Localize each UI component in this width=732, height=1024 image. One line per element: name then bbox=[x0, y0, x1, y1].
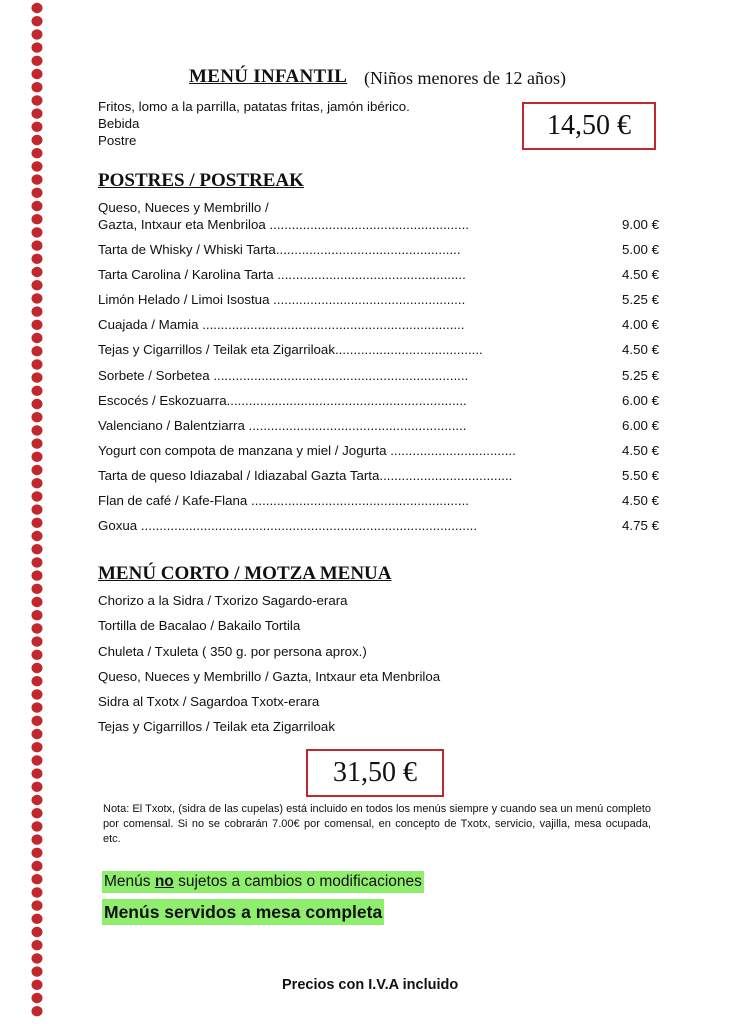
border-dot bbox=[32, 531, 43, 541]
postre-row bbox=[98, 443, 659, 461]
infantil-price-box bbox=[522, 102, 656, 150]
border-dot bbox=[32, 874, 43, 884]
border-dot bbox=[32, 333, 43, 343]
border-dot bbox=[32, 69, 43, 79]
border-dot bbox=[32, 359, 43, 369]
border-dot bbox=[32, 768, 43, 778]
border-dot bbox=[32, 927, 43, 937]
full-table-notice: Menús servidos a mesa completa bbox=[102, 899, 384, 925]
postre-name: Gazta, Intxaur eta Menbriloa ...................................................... bbox=[98, 217, 469, 232]
border-dot bbox=[32, 940, 43, 950]
menu-corto-title: MENÚ CORTO / MOTZA MENUA bbox=[98, 563, 392, 584]
border-dot bbox=[32, 135, 43, 145]
postre-row bbox=[98, 518, 659, 536]
notice-no: no bbox=[154, 873, 174, 890]
border-dot bbox=[32, 188, 43, 198]
border-dot bbox=[32, 742, 43, 752]
border-dot bbox=[32, 56, 43, 66]
border-dot bbox=[32, 597, 43, 607]
border-dot bbox=[32, 887, 43, 897]
border-dot bbox=[32, 16, 43, 26]
border-dot bbox=[32, 372, 43, 382]
border-dot bbox=[32, 689, 43, 699]
border-dot bbox=[32, 438, 43, 448]
border-dot bbox=[32, 676, 43, 686]
postre-price: 5.25 € bbox=[622, 292, 659, 307]
postre-row bbox=[98, 493, 659, 511]
postre-price: 4.50 € bbox=[622, 267, 659, 282]
border-dot bbox=[32, 3, 43, 13]
postre-name: Tarta de Whisky / Whiski Tarta.................................................. bbox=[98, 242, 461, 257]
border-dot bbox=[32, 29, 43, 39]
corto-price-box bbox=[306, 749, 444, 797]
border-dot bbox=[32, 42, 43, 52]
border-dot bbox=[32, 214, 43, 224]
postre-price: 5.00 € bbox=[622, 242, 659, 257]
menu-corto-item: Sidra al Txotx / Sagardoa Txotx-erara bbox=[98, 694, 320, 709]
border-dot bbox=[32, 663, 43, 673]
postre-name: Flan de café / Kafe-Flana ........................................................... bbox=[98, 493, 469, 508]
border-dot bbox=[32, 544, 43, 554]
vat-footer: Precios con I.V.A incluido bbox=[282, 977, 459, 993]
border-dot bbox=[32, 82, 43, 92]
postre-name: Yogurt con compota de manzana y miel / Jogurta .................................. bbox=[98, 443, 516, 458]
border-dot bbox=[32, 412, 43, 422]
border-dot bbox=[32, 518, 43, 528]
postre-price: 4.50 € bbox=[622, 342, 659, 357]
menu-corto-item: Queso, Nueces y Membrillo / Gazta, Intxaur eta Menbriloa bbox=[98, 669, 441, 684]
border-dot bbox=[32, 346, 43, 356]
border-dot bbox=[32, 161, 43, 171]
border-dot bbox=[32, 834, 43, 844]
border-dot bbox=[32, 821, 43, 831]
postre-item-first-line: Queso, Nueces y Membrillo / bbox=[98, 200, 269, 215]
postre-row bbox=[98, 292, 659, 310]
border-dot bbox=[32, 755, 43, 765]
menu-infantil-subtitle: (Niños menores de 12 años) bbox=[364, 68, 566, 88]
postre-row bbox=[98, 217, 659, 235]
border-dot bbox=[32, 320, 43, 330]
border-dot bbox=[32, 782, 43, 792]
border-dot bbox=[32, 386, 43, 396]
border-dot bbox=[32, 293, 43, 303]
postre-name: Limón Helado / Limoi Isostua .................................................... bbox=[98, 292, 466, 307]
border-dot bbox=[32, 174, 43, 184]
border-dot bbox=[32, 240, 43, 250]
border-dot bbox=[32, 108, 43, 118]
infantil-item: Fritos, lomo a la parrilla, patatas fritas, jamón ibérico. bbox=[98, 99, 410, 114]
postre-price: 4.00 € bbox=[622, 317, 659, 332]
postre-price: 5.50 € bbox=[622, 468, 659, 483]
menu-corto-item: Chorizo a la Sidra / Txorizo Sagardo-erara bbox=[98, 593, 348, 608]
border-dot bbox=[32, 491, 43, 501]
postre-price: 4.75 € bbox=[622, 518, 659, 533]
border-dot bbox=[32, 399, 43, 409]
border-dot bbox=[32, 861, 43, 871]
border-dot bbox=[32, 610, 43, 620]
infantil-item: Postre bbox=[98, 133, 137, 148]
border-dot bbox=[32, 650, 43, 660]
border-dot bbox=[32, 465, 43, 475]
border-dot bbox=[32, 980, 43, 990]
menu-corto-item: Chuleta / Txuleta ( 350 g. por persona aprox.) bbox=[98, 644, 367, 659]
border-dot bbox=[32, 993, 43, 1003]
txotx-note: Nota: El Txotx, (sidra de las cupelas) está incluido en todos los menús siempre y cuando sea un menú completo por comensal. Si no se cobrarán 7.00€ por comensal, en concepto de Txotx, servicio, vajilla, mesa ocupada, etc. bbox=[103, 803, 651, 845]
postre-name: Cuajada / Mamia ....................................................................... bbox=[98, 317, 465, 332]
postre-name: Tarta Carolina / Karolina Tarta ................................................... bbox=[98, 267, 466, 282]
border-dot bbox=[32, 1006, 43, 1016]
postre-row bbox=[98, 267, 659, 285]
postre-price: 5.25 € bbox=[622, 368, 659, 383]
border-dot bbox=[32, 953, 43, 963]
border-dot bbox=[32, 122, 43, 132]
border-dot bbox=[32, 636, 43, 646]
border-dot bbox=[32, 702, 43, 712]
border-dot bbox=[32, 795, 43, 805]
border-dot bbox=[32, 716, 43, 726]
border-dot bbox=[32, 95, 43, 105]
border-dot bbox=[32, 478, 43, 488]
border-dot bbox=[32, 584, 43, 594]
menu-corto-item: Tejas y Cigarrillos / Teilak eta Zigarriloak bbox=[98, 719, 335, 734]
postre-row bbox=[98, 317, 659, 335]
border-dot bbox=[32, 914, 43, 924]
border-dot bbox=[32, 557, 43, 567]
postre-name: Valenciano / Balentziarra ........................................................... bbox=[98, 418, 467, 433]
menu-infantil-title: MENÚ INFANTIL bbox=[189, 66, 348, 87]
decorative-dot-border bbox=[0, 0, 48, 1024]
border-dot bbox=[32, 900, 43, 910]
infantil-price: 14,50 € bbox=[547, 110, 631, 141]
postre-price: 4.50 € bbox=[622, 443, 659, 458]
infantil-item: Bebida bbox=[98, 116, 140, 131]
corto-price: 31,50 € bbox=[333, 757, 417, 788]
postre-row bbox=[98, 418, 659, 436]
menu-corto-item: Tortilla de Bacalao / Bakailo Tortila bbox=[98, 618, 301, 633]
postre-row bbox=[98, 468, 659, 486]
border-dot bbox=[32, 570, 43, 580]
notice-pre: Menús bbox=[104, 873, 155, 890]
postre-row bbox=[98, 393, 659, 411]
postres-title: POSTRES / POSTREAK bbox=[98, 170, 304, 191]
postre-row bbox=[98, 342, 659, 360]
postre-name: Tejas y Cigarrillos / Teilak eta Zigarriloak........................................ bbox=[98, 342, 483, 357]
border-dot bbox=[32, 254, 43, 264]
postre-price: 6.00 € bbox=[622, 393, 659, 408]
postre-name: Escocés / Eskozuarra................................................................. bbox=[98, 393, 467, 408]
border-dot bbox=[32, 148, 43, 158]
postre-row bbox=[98, 242, 659, 260]
border-dot bbox=[32, 504, 43, 514]
postre-price: 4.50 € bbox=[622, 493, 659, 508]
border-dot bbox=[32, 623, 43, 633]
border-dot bbox=[32, 267, 43, 277]
postre-name: Sorbete / Sorbetea ..................................................................... bbox=[98, 368, 469, 383]
border-dot bbox=[32, 280, 43, 290]
border-dot bbox=[32, 201, 43, 211]
no-changes-notice bbox=[102, 871, 424, 893]
notice-post: sujetos a cambios o modificaciones bbox=[173, 873, 422, 890]
postre-row bbox=[98, 368, 659, 386]
postre-price: 6.00 € bbox=[622, 418, 659, 433]
postre-name: Goxua ........................................................................................... bbox=[98, 518, 478, 533]
border-dot bbox=[32, 808, 43, 818]
border-dot bbox=[32, 425, 43, 435]
postre-name: Tarta de queso Idiazabal / Idiazabal Gazta Tarta.................................... bbox=[98, 468, 513, 483]
border-dot bbox=[32, 452, 43, 462]
border-dot bbox=[32, 306, 43, 316]
postre-price: 9.00 € bbox=[622, 217, 659, 232]
border-dot bbox=[32, 729, 43, 739]
border-dot bbox=[32, 966, 43, 976]
border-dot bbox=[32, 848, 43, 858]
border-dot bbox=[32, 227, 43, 237]
